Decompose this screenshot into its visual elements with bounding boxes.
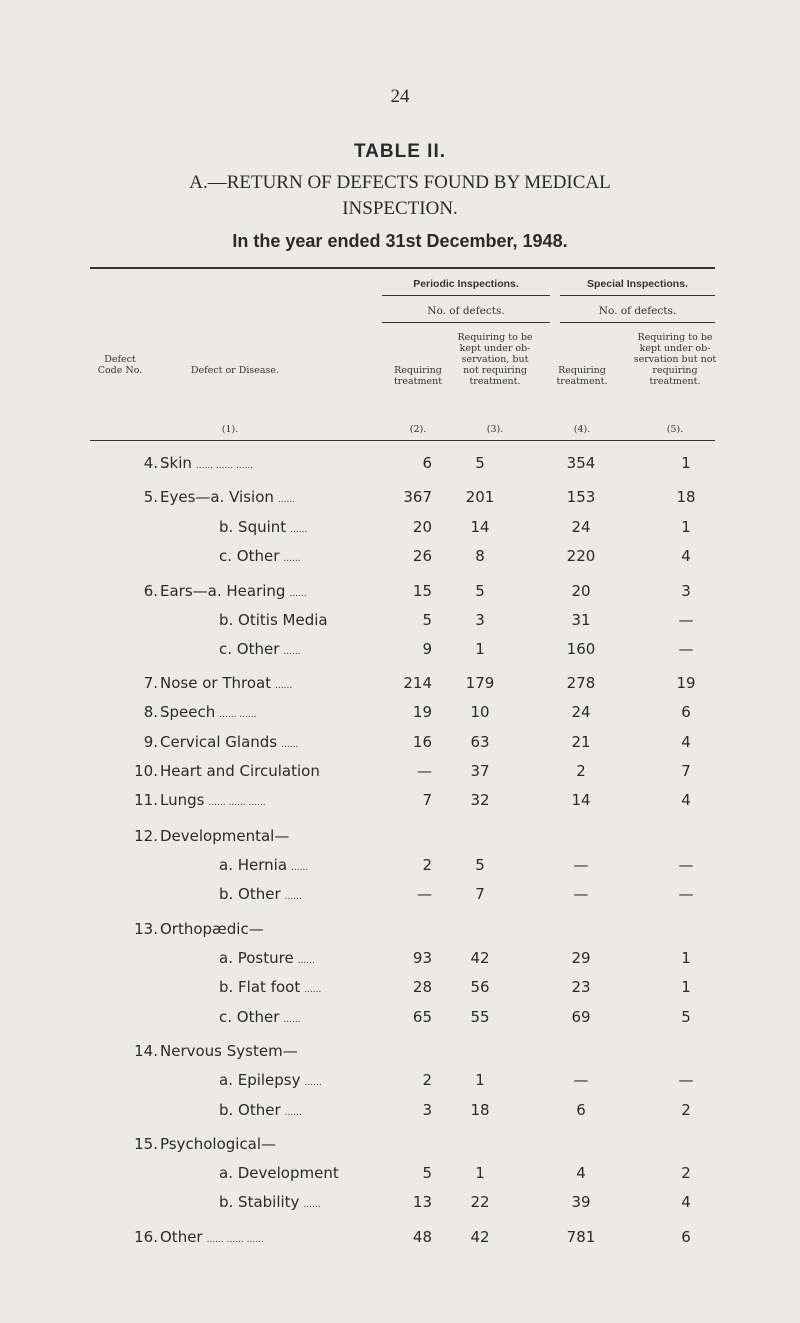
special-under-observation: 18 <box>676 488 696 506</box>
special-under-observation: — <box>678 611 694 629</box>
defect-label: Eyes—a. Vision ...... <box>160 488 296 506</box>
periodic-under-observation: 37 <box>470 762 490 780</box>
periodic-under-observation: 42 <box>470 1228 490 1246</box>
special-under-observation: 2 <box>681 1101 691 1119</box>
special-requiring-treatment: 220 <box>566 547 596 565</box>
leader-dots: ...... <box>290 525 308 535</box>
special-requiring-treatment: 24 <box>571 703 591 721</box>
periodic-under-observation: 22 <box>470 1193 490 1211</box>
defect-code: 15. <box>134 1135 158 1153</box>
periodic-requiring-treatment: 367 <box>403 488 432 506</box>
defect-label: b. Other ...... <box>219 1101 302 1119</box>
special-requiring-treatment: 4 <box>576 1164 586 1182</box>
table-row <box>0 640 800 662</box>
special-requiring-treatment: — <box>573 856 589 874</box>
defect-code: 10. <box>134 762 158 780</box>
periodic-under-observation: 8 <box>475 547 485 565</box>
special-under-observation: 19 <box>676 674 696 692</box>
periodic-sub-rule <box>382 322 550 323</box>
periodic-under-observation: 1 <box>475 1164 485 1182</box>
header-num4: (4). <box>573 424 591 435</box>
table-title: TABLE II. <box>353 141 447 162</box>
table-row <box>0 1228 800 1250</box>
defect-label: Lungs ...... ...... ...... <box>160 791 266 809</box>
special-requiring-treatment: — <box>573 885 589 903</box>
defect-label: a. Hernia ...... <box>219 856 309 874</box>
table-row <box>0 547 800 569</box>
page-number: 24 <box>390 86 410 107</box>
special-requiring-treatment: 2 <box>576 762 586 780</box>
leader-dots: ...... ...... ...... <box>208 798 266 808</box>
defect-code: 13. <box>134 920 158 938</box>
periodic-under-observation: 1 <box>475 640 485 658</box>
periodic-requiring-treatment: 65 <box>412 1008 432 1026</box>
periodic-requiring-treatment: 48 <box>412 1228 432 1246</box>
header-num1: (1). <box>221 424 239 435</box>
special-requiring-treatment: 354 <box>566 454 596 472</box>
periodic-requiring-treatment: 16 <box>412 733 432 751</box>
table-row <box>0 885 800 907</box>
defect-label: Ears—a. Hearing ...... <box>160 582 307 600</box>
periodic-inspections-heading: Periodic Inspections. <box>413 278 519 290</box>
table-row <box>0 454 800 476</box>
defect-label: Other ...... ...... ...... <box>160 1228 264 1246</box>
leader-dots: ...... <box>281 740 299 750</box>
leader-dots: ...... ...... ...... <box>195 461 254 471</box>
leader-dots: ...... <box>275 681 293 691</box>
year-line: In the year ended 31st December, 1948. <box>232 231 568 251</box>
special-no-of-defects: No. of defects. <box>598 305 677 317</box>
leader-dots: ...... <box>304 985 322 995</box>
periodic-under-observation: 5 <box>475 454 485 472</box>
header-bottom-rule <box>90 440 715 441</box>
defect-code: 11. <box>134 791 158 809</box>
special-sub-rule <box>560 322 715 323</box>
table-row <box>0 1101 800 1123</box>
special-under-observation: 2 <box>681 1164 691 1182</box>
periodic-no-of-defects: No. of defects. <box>427 305 505 317</box>
defect-label: c. Other ...... <box>219 640 301 658</box>
defect-code: 8. <box>143 703 158 721</box>
periodic-requiring-treatment: 15 <box>412 582 432 600</box>
defect-label: Orthopædic— <box>160 920 264 938</box>
periodic-under-observation: 5 <box>475 582 485 600</box>
leader-dots: ...... <box>277 495 296 505</box>
special-under-observation: — <box>678 1071 694 1089</box>
periodic-group-rule <box>382 295 550 296</box>
table-row <box>0 856 800 878</box>
periodic-under-observation: 3 <box>475 611 485 629</box>
special-requiring-treatment: 69 <box>571 1008 591 1026</box>
periodic-requiring-treatment: 214 <box>403 674 432 692</box>
leader-dots: ...... <box>291 863 309 873</box>
table-row <box>0 791 800 813</box>
table-row <box>0 1071 800 1093</box>
table-row <box>0 518 800 540</box>
periodic-requiring-treatment: 93 <box>412 949 432 967</box>
special-requiring-treatment: — <box>573 1071 589 1089</box>
periodic-requiring-treatment: 2 <box>422 1071 432 1089</box>
special-under-observation: — <box>678 856 694 874</box>
periodic-requiring-treatment: 20 <box>412 518 432 536</box>
defect-label: a. Posture ...... <box>219 949 315 967</box>
defect-code: 16. <box>134 1228 158 1246</box>
top-rule <box>90 267 715 269</box>
periodic-under-observation: 56 <box>470 978 490 996</box>
special-under-observation: 6 <box>681 1228 691 1246</box>
special-under-observation: 1 <box>681 518 691 536</box>
special-under-observation: 4 <box>681 547 691 565</box>
leader-dots: ...... <box>283 1015 301 1025</box>
periodic-under-observation: 63 <box>470 733 490 751</box>
defect-label: Nose or Throat ...... <box>160 674 293 692</box>
special-requiring-treatment: 39 <box>571 1193 591 1211</box>
header-col2: Requiring treatment <box>393 365 443 387</box>
periodic-requiring-treatment: 5 <box>422 1164 432 1182</box>
periodic-requiring-treatment: 19 <box>412 703 432 721</box>
leader-dots: ...... <box>289 589 307 599</box>
defect-label: Heart and Circulation <box>160 762 320 780</box>
table-row <box>0 827 800 849</box>
special-under-observation: 1 <box>681 949 691 967</box>
periodic-under-observation: 5 <box>475 856 485 874</box>
special-requiring-treatment: 29 <box>571 949 591 967</box>
header-defect-code: Defect Code No. <box>97 354 143 376</box>
special-under-observation: 4 <box>681 733 691 751</box>
special-under-observation: 6 <box>681 703 691 721</box>
table-row <box>0 762 800 784</box>
defect-code: 4. <box>143 454 158 472</box>
special-under-observation: 5 <box>681 1008 691 1026</box>
header-num2: (2). <box>409 424 427 435</box>
special-under-observation: — <box>678 640 694 658</box>
defect-label: b. Other ...... <box>219 885 302 903</box>
special-requiring-treatment: 21 <box>571 733 591 751</box>
defect-code: 14. <box>134 1042 158 1060</box>
defect-label: b. Otitis Media <box>219 611 328 629</box>
table-row <box>0 611 800 633</box>
special-under-observation: 1 <box>681 454 691 472</box>
table-row <box>0 949 800 971</box>
special-requiring-treatment: 31 <box>571 611 591 629</box>
defect-label: a. Development <box>219 1164 339 1182</box>
table-subtitle: A.—RETURN OF DEFECTS FOUND BY MEDICAL INSPECTION. <box>189 172 611 219</box>
header-col5: Requiring to be kept under ob- servation but not requiring treatment. <box>633 332 717 387</box>
special-under-observation: — <box>678 885 694 903</box>
leader-dots: ...... <box>304 1078 322 1088</box>
periodic-under-observation: 14 <box>470 518 490 536</box>
defect-label: Developmental— <box>160 827 290 845</box>
special-requiring-treatment: 6 <box>576 1101 586 1119</box>
leader-dots: ...... ...... ...... <box>206 1235 264 1245</box>
leader-dots: ...... <box>283 554 301 564</box>
special-requiring-treatment: 23 <box>571 978 591 996</box>
defect-code: 9. <box>143 733 158 751</box>
periodic-requiring-treatment: 6 <box>422 454 432 472</box>
leader-dots: ...... <box>303 1200 321 1210</box>
special-group-rule <box>560 295 715 296</box>
defect-label: b. Squint ...... <box>219 518 308 536</box>
table-row <box>0 1164 800 1186</box>
periodic-under-observation: 7 <box>475 885 485 903</box>
table-row <box>0 1008 800 1030</box>
defect-label: Speech ...... ...... <box>160 703 257 721</box>
special-requiring-treatment: 20 <box>571 582 591 600</box>
table-row <box>0 703 800 725</box>
periodic-requiring-treatment: 13 <box>412 1193 432 1211</box>
leader-dots: ...... <box>283 647 301 657</box>
table-row <box>0 733 800 755</box>
special-under-observation: 3 <box>681 582 691 600</box>
periodic-under-observation: 201 <box>465 488 495 506</box>
defect-label: c. Other ...... <box>219 547 301 565</box>
periodic-under-observation: 32 <box>470 791 490 809</box>
periodic-requiring-treatment: 28 <box>412 978 432 996</box>
defect-label: b. Stability ...... <box>219 1193 321 1211</box>
table-row <box>0 1135 800 1157</box>
defect-label: Cervical Glands ...... <box>160 733 299 751</box>
leader-dots: ...... ...... <box>219 710 257 720</box>
periodic-requiring-treatment: 7 <box>422 791 432 809</box>
defect-code: 6. <box>143 582 158 600</box>
special-requiring-treatment: 278 <box>566 674 596 692</box>
table-row <box>0 582 800 604</box>
special-requiring-treatment: 781 <box>566 1228 596 1246</box>
table-row <box>0 1193 800 1215</box>
periodic-requiring-treatment: 26 <box>412 547 432 565</box>
special-under-observation: 4 <box>681 1193 691 1211</box>
leader-dots: ...... <box>284 892 302 902</box>
periodic-under-observation: 179 <box>465 674 495 692</box>
periodic-requiring-treatment: 5 <box>422 611 432 629</box>
defect-code: 12. <box>134 827 158 845</box>
periodic-requiring-treatment: — <box>417 885 432 903</box>
periodic-under-observation: 10 <box>470 703 490 721</box>
header-defect-or-disease: Defect or Disease. <box>190 365 280 376</box>
defect-label: c. Other ...... <box>219 1008 301 1026</box>
defect-label: b. Flat foot ...... <box>219 978 322 996</box>
special-under-observation: 1 <box>681 978 691 996</box>
special-under-observation: 7 <box>681 762 691 780</box>
special-requiring-treatment: 14 <box>571 791 591 809</box>
special-requiring-treatment: 153 <box>566 488 596 506</box>
header-num3: (3). <box>486 424 504 435</box>
defect-label: Psychological— <box>160 1135 277 1153</box>
table-row <box>0 1042 800 1064</box>
special-inspections-heading: Special Inspections. <box>587 278 688 290</box>
periodic-under-observation: 55 <box>470 1008 490 1026</box>
special-requiring-treatment: 160 <box>566 640 596 658</box>
special-under-observation: 4 <box>681 791 691 809</box>
header-num5: (5). <box>666 424 684 435</box>
periodic-requiring-treatment: 3 <box>422 1101 432 1119</box>
defect-label: Skin ...... ...... ...... <box>160 454 254 472</box>
periodic-under-observation: 1 <box>475 1071 485 1089</box>
table-row <box>0 674 800 696</box>
leader-dots: ...... <box>297 956 315 966</box>
periodic-requiring-treatment: 2 <box>422 856 432 874</box>
defect-label: Nervous System— <box>160 1042 298 1060</box>
periodic-under-observation: 42 <box>470 949 490 967</box>
leader-dots: ...... <box>284 1108 302 1118</box>
table-row <box>0 920 800 942</box>
periodic-under-observation: 18 <box>470 1101 490 1119</box>
defect-code: 7. <box>143 674 158 692</box>
defect-label: a. Epilepsy ...... <box>219 1071 322 1089</box>
header-col4: Requiring treatment. <box>556 365 608 387</box>
table-row <box>0 978 800 1000</box>
periodic-requiring-treatment: 9 <box>422 640 432 658</box>
periodic-requiring-treatment: — <box>417 762 432 780</box>
header-col3: Requiring to be kept under ob- servation, but not requiring treatment. <box>457 332 533 387</box>
defect-code: 5. <box>143 488 158 506</box>
special-requiring-treatment: 24 <box>571 518 591 536</box>
table-row <box>0 488 800 510</box>
